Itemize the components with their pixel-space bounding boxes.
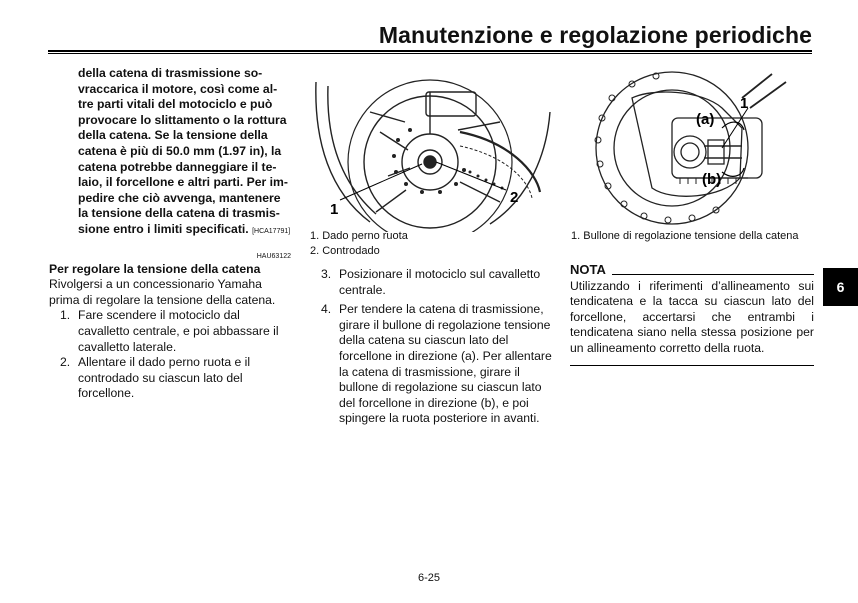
- nota-heading: [570, 262, 814, 278]
- section-heading: Per regolare la tensione della catena: [49, 261, 261, 276]
- warning-line: pedire che ciò avvenga, mantenere: [78, 190, 281, 205]
- warning-line: della catena. Se la tensione della: [78, 128, 268, 143]
- list-item: 1. Fare scendere il motociclo dal cavalletto centrale, e poi abbassare il cavalletto laterale.: [60, 308, 279, 354]
- warning-line: della catena di trasmissione so-: [78, 66, 263, 80]
- warning-line: la tensione della catena di trasmis-: [78, 206, 280, 221]
- list-item: 2. Allentare il dado perno ruota e il controdado su ciascun lato del forcellone.: [60, 355, 251, 401]
- column-middle: [310, 267, 552, 427]
- warning-line: catena potrebbe danneggiare il te-: [78, 159, 277, 174]
- figure1-label-2: 2: [510, 189, 519, 206]
- page-title: Manutenzione e regolazione periodiche: [378, 22, 812, 48]
- figure1-caption: 1. Dado perno ruota: [310, 230, 408, 242]
- steps-list-1: [49, 308, 291, 402]
- figure1-label-1: 1: [330, 201, 339, 218]
- warning-line: sione entro i limiti specificati.: [78, 221, 249, 236]
- nota-text: Utilizzando i riferimenti d’allineamento sui tendicatena e la tacca su ciascun lato del forcellone, accertarsi che entrambi i tendicatena siano nella stessa posizione per un allineamento corretto della ruota.: [570, 278, 814, 355]
- nota-end-rule: [570, 365, 814, 366]
- adjusting-bolt-illustration: [572, 68, 814, 228]
- warning-line: catena è più di 50.0 mm (1.97 in), la: [78, 143, 282, 158]
- warning-code: [HCA17791]: [252, 227, 291, 235]
- section-code: HAU63122: [256, 252, 291, 260]
- page-number: 6-25: [417, 572, 441, 584]
- warning-line: provocare lo slittamento o la rottura: [78, 112, 287, 127]
- figure1-caption: 2. Controdado: [310, 245, 380, 257]
- header-rule: [48, 50, 812, 52]
- list-item: 4. Per tendere la catena di trasmissione, girare il bullone di regolazione tensione della catena su ciascun lato del forcellone in direzione (a). Per allentare la catena di trasmissione, girare il bullone di regolazione su ciascun lato del forcellone in direzione (b), e poi spingere la ruota posteriore in avanti.: [321, 302, 552, 426]
- list-item: 3. Posizionare il motociclo sul cavalletto centrale.: [321, 267, 541, 297]
- figure1-captions: [310, 229, 408, 259]
- warning-line: tre parti vitali del motociclo e può: [78, 97, 273, 112]
- nota-box: [570, 262, 814, 366]
- column-left: [49, 66, 291, 402]
- warning-line: vraccarica il motore, così come al-: [78, 81, 278, 96]
- section-intro: Rivolgersi a un concessionario Yamaha prima di regolare la tensione della catena.: [49, 277, 276, 307]
- axle-nut-illustration: [310, 72, 552, 232]
- header-rule-thin: [48, 53, 812, 54]
- figure2-caption: 1. Bullone di regolazione tensione della catena: [571, 230, 799, 242]
- figure2-label-a: (a): [696, 111, 715, 128]
- figure2-label-1: 1: [740, 95, 749, 112]
- chapter-tab: 6: [823, 268, 858, 306]
- steps-list-2: [310, 267, 552, 427]
- warning-text: [49, 66, 291, 240]
- nota-title: NOTA: [570, 262, 606, 277]
- figure2-label-b: (b): [702, 171, 722, 188]
- warning-line: laio, il forcellone e altri parti. Per im-: [78, 175, 288, 190]
